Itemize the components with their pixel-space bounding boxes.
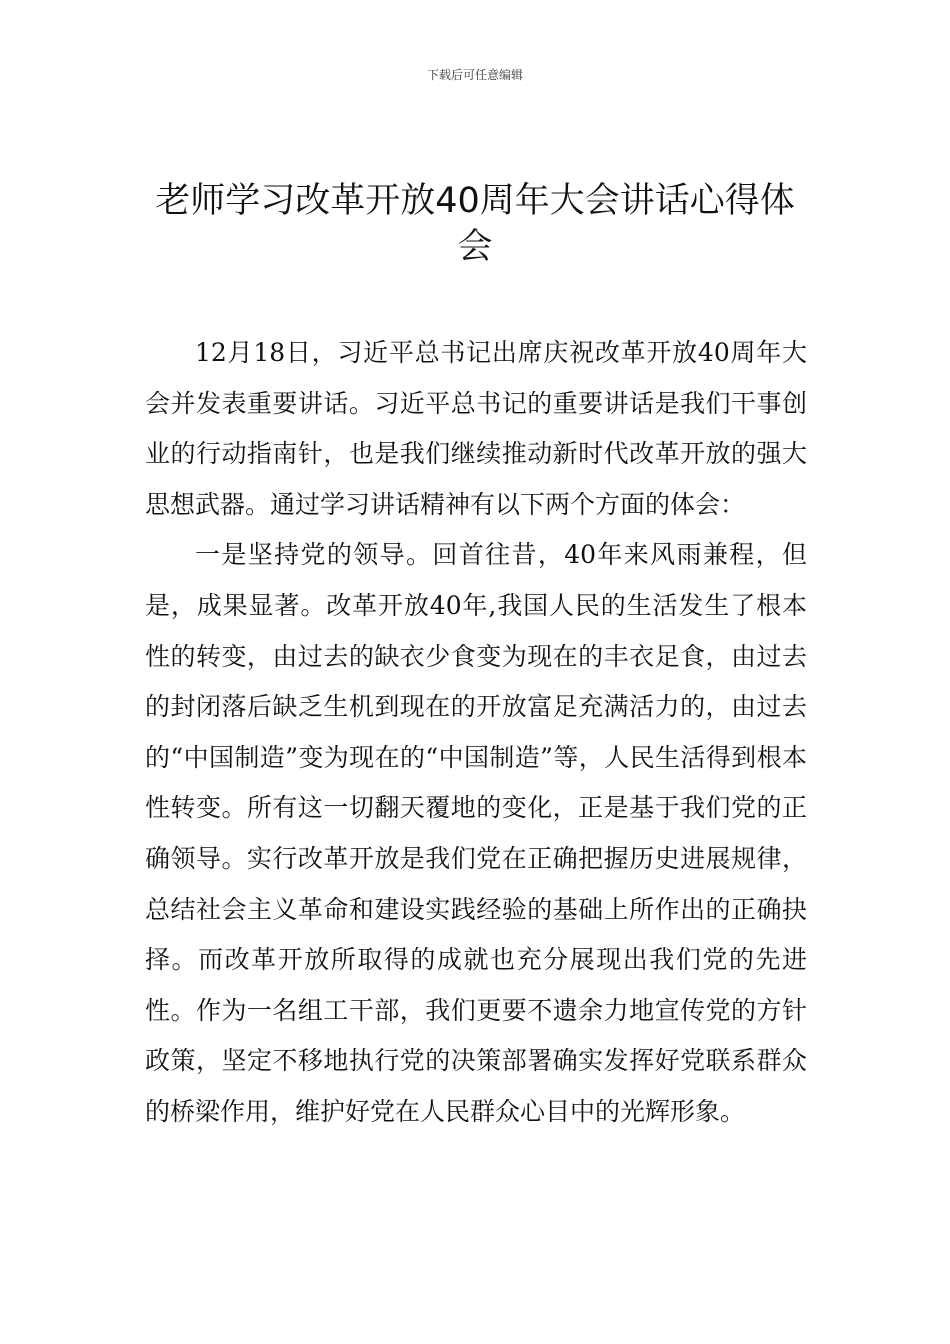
- document-body: [145, 328, 807, 1138]
- document-title: 老师学习改革开放40周年大会讲话心得体会: [155, 181, 795, 267]
- paragraph-intro: 12月18日，习近平总书记出席庆祝改革开放40周年大会并发表重要讲话。习近平总书记的重要讲话是我们干事创业的行动指南针，也是我们继续推动新时代改革开放的强大思想武器。通过学习讲话精神有以下两个方面的体会：: [145, 338, 807, 519]
- header-note: 下载后可任意编辑: [426, 68, 523, 82]
- paragraph-point-one: 一是坚持党的领导。回首往昔，40年来风雨兼程，但是，成果显著。改革开放40年,我国人民的生活发生了根本性的转变，由过去的缺衣少食变为现在的丰衣足食，由过去的封闭落后缺乏生机到现在的开放富足充满活力的，由过去的“中国制造”变为现在的“中国制造”等，人民生活得到根本性转变。所有这一切翻天覆地的变化，正是基于我们党的正确领导。实行改革开放是我们党在正确把握历史进展规律，总结社会主义革命和建设实践经验的基础上所作出的正确抉择。而改革开放所取得的成就也充分展现出我们党的先进性。作为一名组工干部，我们更要不遗余力地宣传党的方针政策，坚定不移地执行党的决策部署确实发挥好党联系群众的桥梁作用，维护好党在人民群众心目中的光辉形象。: [145, 540, 807, 1126]
